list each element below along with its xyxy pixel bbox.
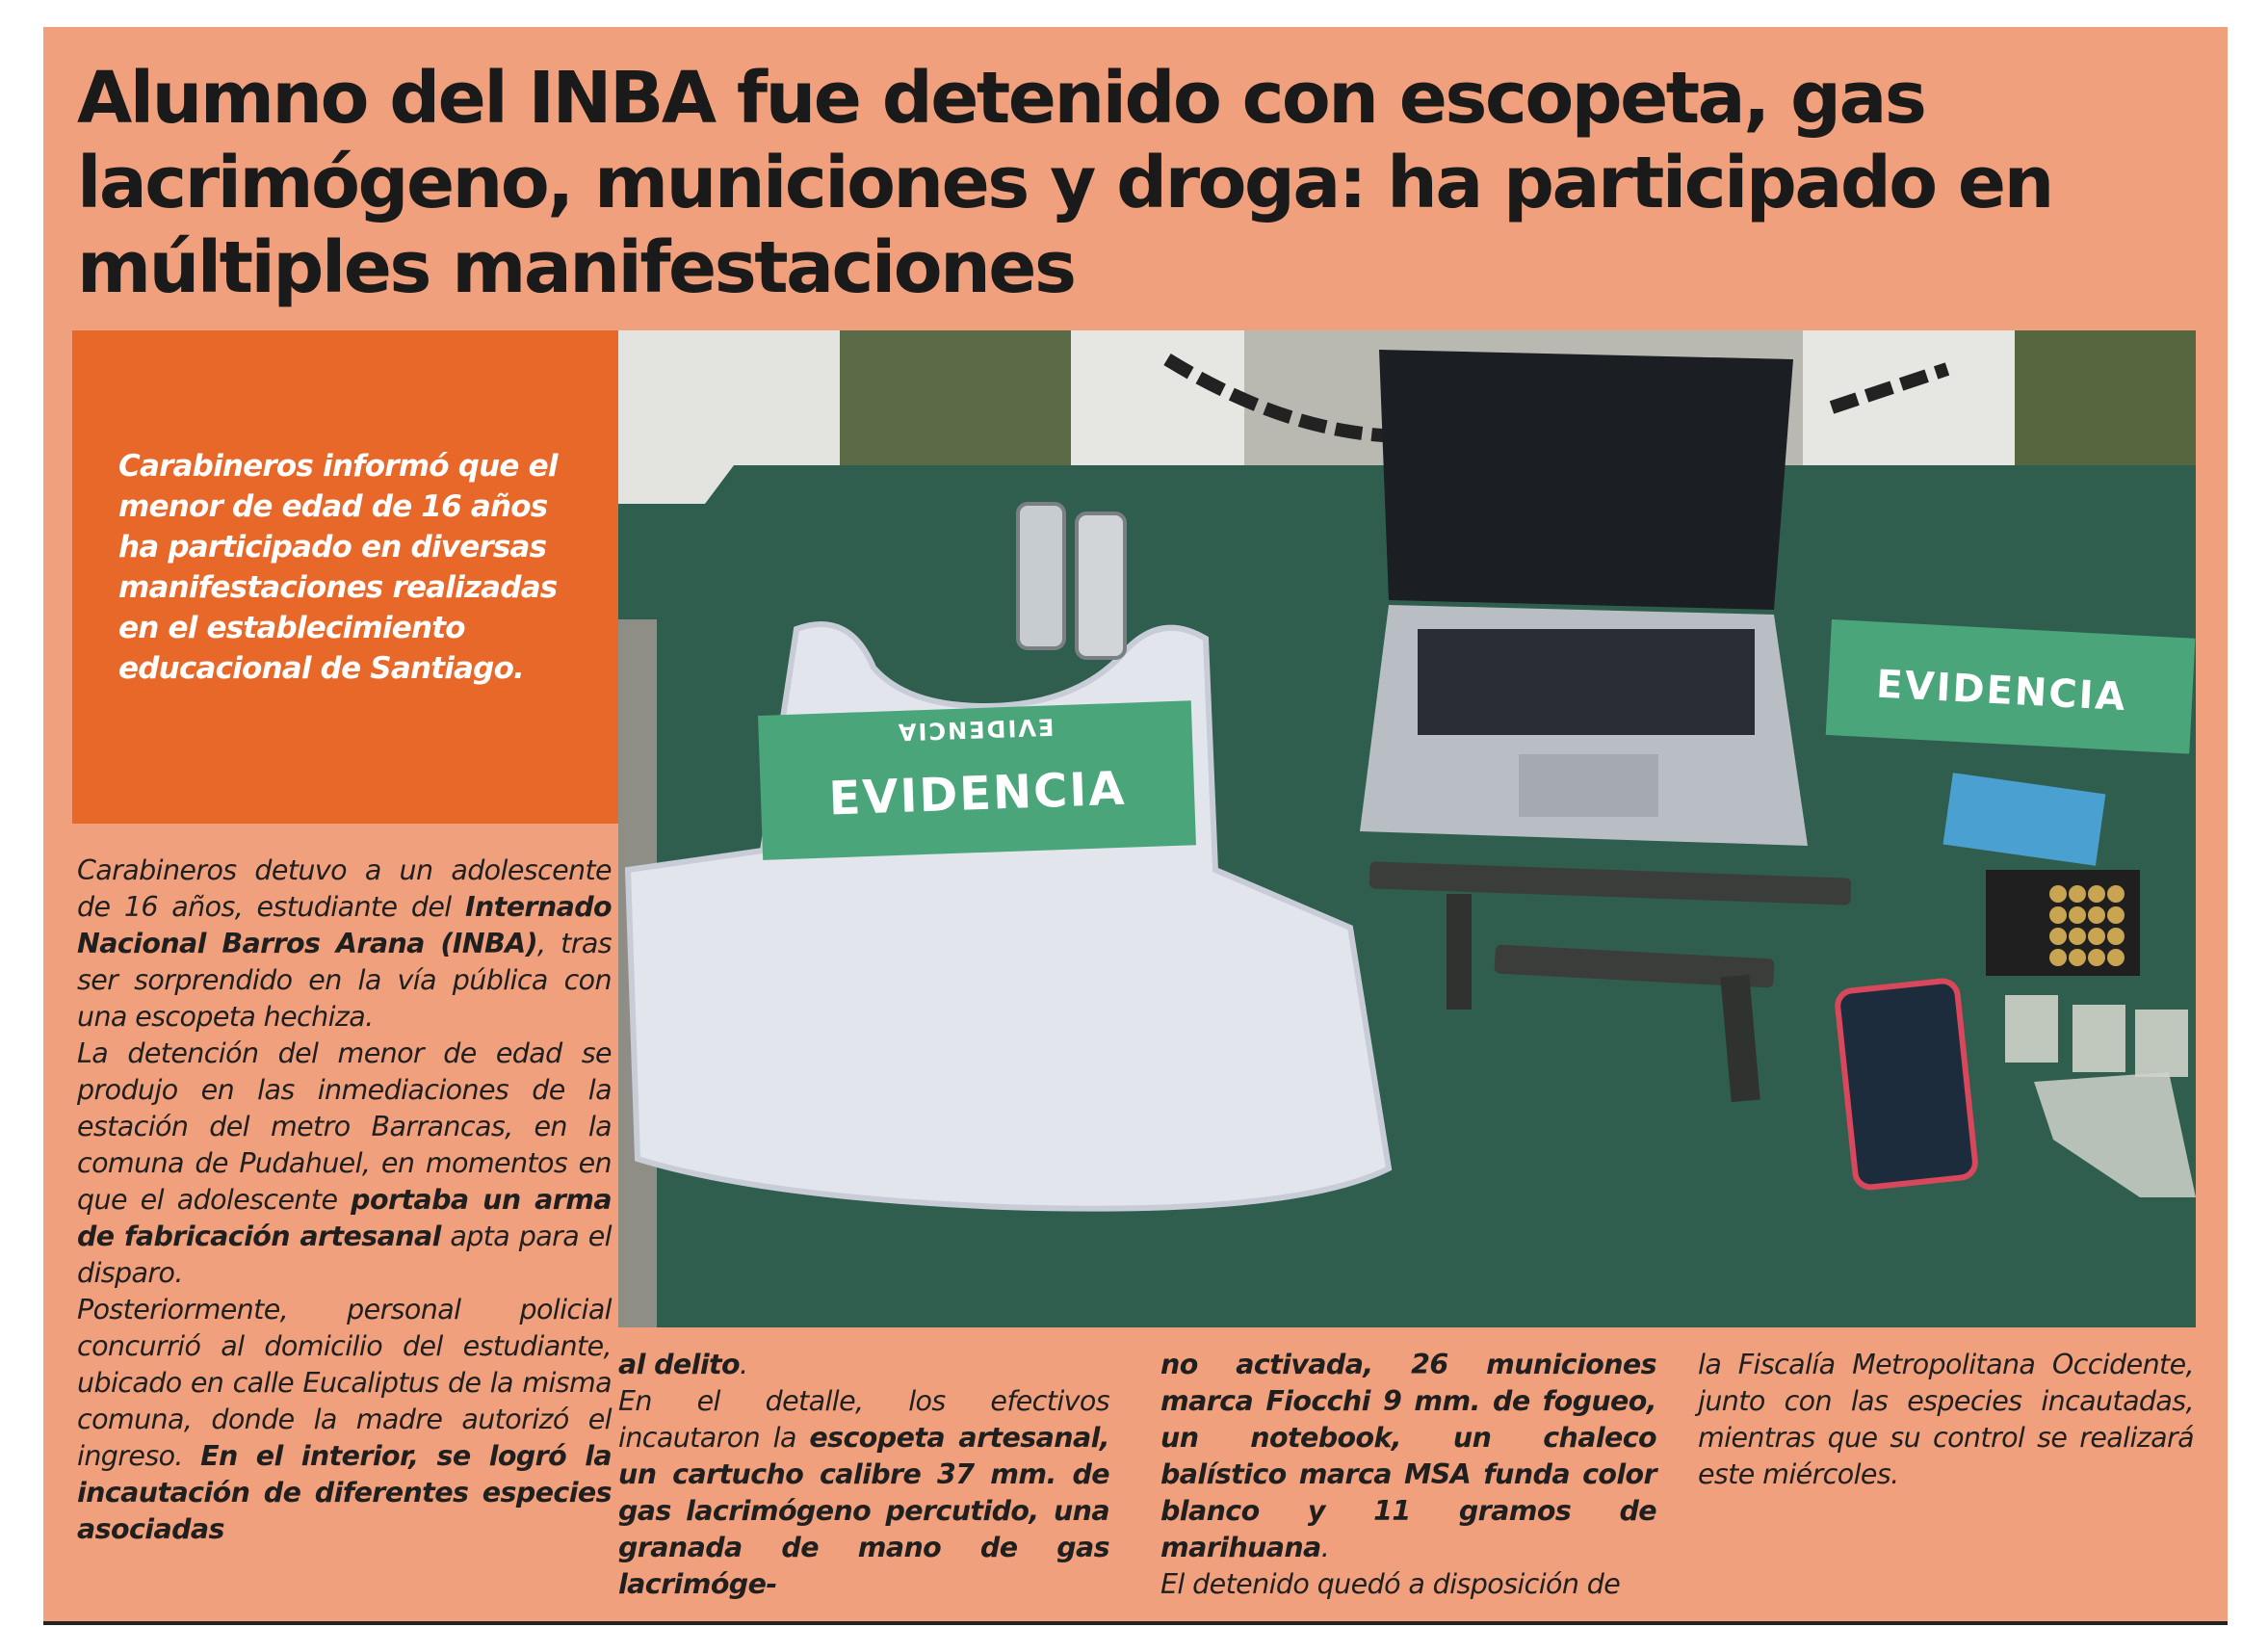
evidence-label-vest: EVIDENCIA (827, 761, 1128, 827)
text-run: apta para el disparo. (77, 1220, 612, 1289)
evidence-photo-drawing (618, 330, 2196, 1327)
tear-gas-grenade (1077, 513, 1125, 658)
text-bold: al delito (618, 1349, 740, 1380)
body-column-2 (618, 1347, 1109, 1603)
text-run: , tras ser sorprendido en la vía pública con una escopeta hechiza. (77, 928, 612, 1033)
gas-cartridge (1018, 504, 1064, 648)
paragraph: la Fiscalía Metropolitana Occidente, junto con las especies incautadas, mientras que su control se realizará este miércoles. (1698, 1349, 2194, 1490)
text-bold: En el interior, se logró la incautación de diferentes especies asociadas (77, 1440, 613, 1545)
shotgun-grip (1447, 894, 1472, 1010)
evidence-photo (618, 330, 2196, 1327)
white-pillar-center (1071, 330, 1244, 485)
laptop-screen (1379, 350, 1793, 610)
lead-text: Carabineros informó que el menor de edad de 16 años ha participado en diversas manifestaciones realizadas en el establecimiento educacional de Santiago. (118, 449, 558, 686)
laptop-keyboard (1418, 629, 1755, 735)
laptop-trackpad (1519, 754, 1658, 817)
article-panel (43, 27, 2228, 1621)
bottom-rule (43, 1621, 2228, 1625)
lead-box (72, 330, 621, 824)
drug-bag (2072, 1005, 2125, 1072)
text-bold: portaba un arma de fabricación artesanal (77, 1184, 612, 1252)
body-column-3 (1160, 1347, 1656, 1603)
grass-patch (821, 330, 1109, 475)
text-run: Posteriormente, personal policial concurrió al domicilio del estudiante, ubicado en calle Eucaliptus de la misma comuna, donde la madre autorizó el ingreso. (77, 1294, 612, 1472)
text-run: En el detalle, los efectivos incautaron la (618, 1385, 1109, 1454)
paragraph (618, 1347, 1109, 1383)
text-run: Carabineros detuvo a un adolescente de 16 años, estudiante del (77, 854, 612, 923)
paragraph (77, 853, 612, 1036)
evidence-label-mirrored: EVIDENCIA (896, 713, 1055, 746)
headline: Alumno del INBA fue detenido con escopeta, gas lacrimógeno, municiones y droga: ha participado en múltiples manifestaciones (77, 57, 2052, 309)
text-bold: escopeta artesanal, un cartucho calibre 37 mm. de gas lacrimógeno percutido, una granada de mano de gas lacrimóge- (618, 1422, 1109, 1600)
text-bold: Internado Nacional Barros Arana (INBA) (77, 891, 612, 959)
paragraph (1160, 1347, 1656, 1566)
text-bold: no activada, 26 municiones marca Fiocchi 9 mm. de fogueo, un notebook, un chaleco balístico marca MSA funda color blanco y 11 gramos de marihuana (1160, 1349, 1656, 1563)
body-column-1 (77, 853, 612, 1548)
paragraph (618, 1383, 1109, 1603)
drug-bag (2135, 1010, 2188, 1077)
smartphone (1837, 980, 1977, 1189)
paragraph: El detenido quedó a disposición de (1160, 1568, 1621, 1600)
body-column-4 (1698, 1347, 2194, 1493)
paragraph (77, 1292, 612, 1548)
evidence-label-right: EVIDENCIA (1875, 662, 2128, 721)
paragraph (77, 1036, 612, 1292)
text-run: La detención del menor de edad se produjo en las inmediaciones de la estación del metro Barrancas, en la comuna de Pudahuel, en momentos en que el adolescente (77, 1037, 612, 1216)
text-run: . (740, 1349, 748, 1380)
drug-bag (2005, 995, 2058, 1063)
text-run: . (1320, 1532, 1330, 1563)
